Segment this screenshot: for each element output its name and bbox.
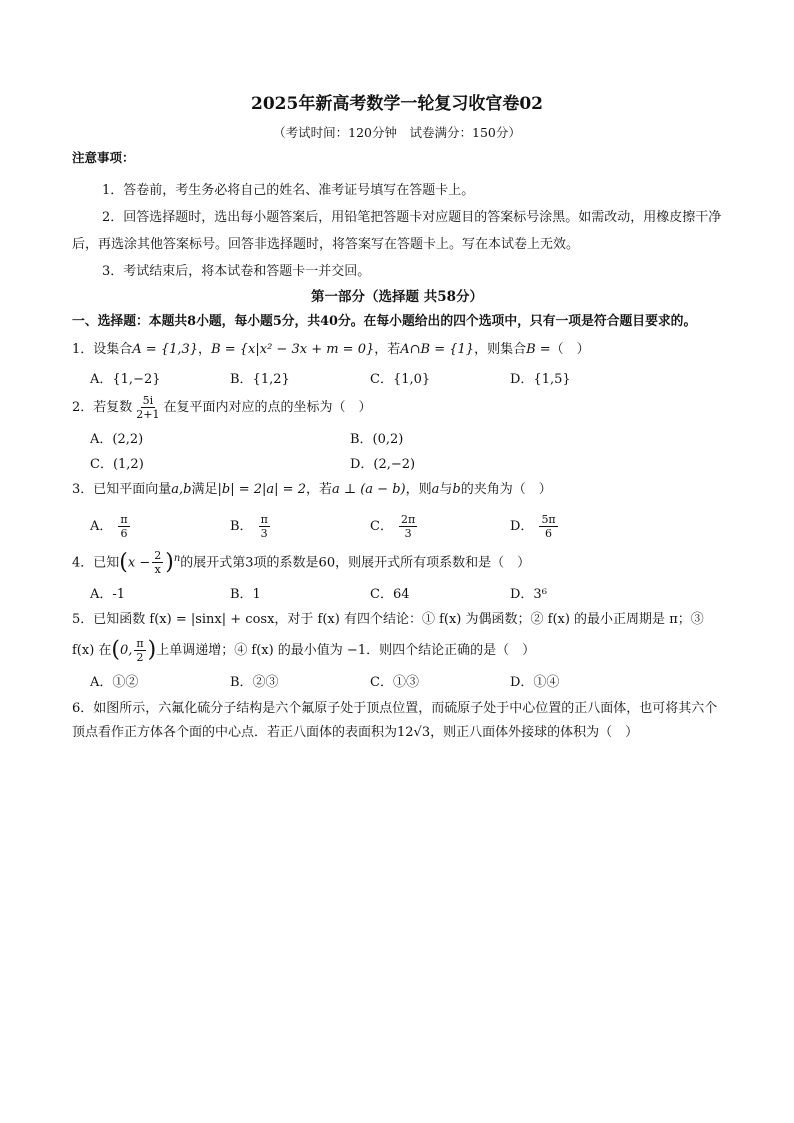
q2-frac-num: 5i <box>142 393 154 407</box>
exam-subtitle: （考试时间：120分钟 试卷满分：150分） <box>273 125 521 140</box>
q1-option-d[interactable]: D．{1,5} <box>510 371 571 387</box>
q3-text-a: 3．已知平面向量 <box>72 481 172 497</box>
q2-option-d[interactable]: D．(2,−2) <box>350 456 416 472</box>
q2-option-b[interactable]: B．(0,2) <box>350 431 404 447</box>
notice-item-1: 1．答卷前，考生务必将自己的姓名、准考证号填写在答题卡上。 <box>102 183 475 198</box>
q3-text-d: ，则 <box>405 481 432 497</box>
q5-line-1: 5．已知函数 f(x) = |sinx| + cosx，对于 f(x) 有四个结论：① f(x) 为偶函数；② f(x) 的最小正周期是 π；③ <box>72 611 704 627</box>
q3-text-e: 与 <box>439 481 453 497</box>
q1-text-d: （ ） <box>550 341 590 357</box>
q3-option-c-fraction <box>399 513 417 540</box>
q3-option-b-den: 3 <box>260 526 268 540</box>
notice-heading: 注意事项： <box>72 149 135 165</box>
question-3 <box>72 479 722 501</box>
q4-frac-den: x <box>154 562 161 576</box>
q1-math-c: A∩B = {1} <box>400 341 475 357</box>
q3-option-a[interactable] <box>72 513 212 540</box>
q3-option-a-den: 6 <box>120 526 128 540</box>
q1-options <box>72 373 722 386</box>
q3-option-d-letter: D． <box>510 518 534 534</box>
q1-text-b: ，若 <box>374 341 401 357</box>
q4-frac-num: 2 <box>154 548 162 562</box>
q5-text-b: 上单调递增；④ f(x) 的最小值为 −1．则四个结论正确的是（ ） <box>156 642 536 658</box>
q4-exponent: n <box>173 552 181 564</box>
q2-option-a[interactable]: A．(2,2) <box>90 431 144 447</box>
q2-option-c[interactable]: C．(1,2) <box>90 456 144 472</box>
q3-option-c-num: 2π <box>400 512 416 526</box>
question-4 <box>72 548 722 576</box>
q3-math-e: b <box>452 481 461 497</box>
q3-option-b[interactable] <box>212 513 352 540</box>
q3-option-d-den: 6 <box>545 526 553 540</box>
part-description: 一、选择题：本题共8小题，每小题5分，共40分。在每小题给出的四个选项中，只有一项是符合题目要求的。 <box>72 313 697 329</box>
q1-text-c: ，则集合 <box>474 341 527 357</box>
q3-option-c-letter: C． <box>370 518 393 534</box>
q3-text-c: ，若 <box>305 481 332 497</box>
q5-option-a[interactable]: A．①② <box>90 674 139 690</box>
q2-fraction <box>134 394 161 421</box>
q2-text-b: 在复平面内对应的点的坐标为（ ） <box>163 399 372 415</box>
q1-option-a[interactable]: A．{1,−2} <box>90 371 161 387</box>
q5-interval-pre: 0, <box>120 642 133 658</box>
q1-math-a: A = {1,3} <box>132 341 199 357</box>
q1-option-b[interactable]: B．{1,2} <box>230 371 290 387</box>
q3-math-c: a ⊥ (a − b) <box>331 481 406 497</box>
notice-item-2: 2．回答选择题时，选出每小题答案后，用铅笔把答题卡对应题目的答案标号涂黑。如需改动，用橡皮擦干净后，再选涂其他答案标号。回答非选择题时，将答案写在答题卡上。写在本试卷上无效。 <box>72 210 722 252</box>
q5-options <box>72 676 722 689</box>
section-title: 第一部分（选择题 共58分） <box>311 289 483 305</box>
q5-fraction <box>134 637 145 664</box>
q1-text-a: 1．设集合 <box>72 341 133 357</box>
q4-text-b: 的展开式第3项的系数是60，则展开式所有项系数和是（ ） <box>180 554 531 570</box>
question-1 <box>72 339 722 361</box>
q5-frac-den: 2 <box>136 650 144 664</box>
q4-text-a: 4．已知 <box>72 554 120 570</box>
q3-math-b: |b| = 2|a| = 2 <box>217 481 306 497</box>
notice-item-3: 3．考试结束后，将本试卷和答题卡一并交回。 <box>102 264 371 279</box>
q4-fraction <box>152 549 163 576</box>
q4-option-d[interactable]: D．3⁶ <box>510 586 547 602</box>
q2-frac-den: 2+1 <box>136 407 160 421</box>
q1-math-d: B = <box>526 341 551 357</box>
exam-page <box>72 96 722 745</box>
q5-paren-open: ( <box>111 637 121 663</box>
q3-option-a-fraction <box>118 513 129 540</box>
q3-math-d: a <box>431 481 440 497</box>
q3-option-d[interactable] <box>492 513 632 540</box>
q3-math-a: a,b <box>171 481 192 497</box>
q3-option-a-letter: A． <box>90 518 113 534</box>
q3-option-c[interactable] <box>352 513 492 540</box>
q5-frac-num: π <box>136 636 144 650</box>
q3-text-b: 满足 <box>191 481 218 497</box>
q2-text-a: 2．若复数 <box>72 399 133 415</box>
q3-option-b-num: π <box>260 512 268 526</box>
q5-text-a: f(x) 在 <box>72 642 112 658</box>
q4-option-a[interactable]: A．-1 <box>90 586 126 602</box>
q4-paren-close: ) <box>165 549 174 575</box>
q5-option-c[interactable]: C．①③ <box>370 674 419 690</box>
q3-option-b-letter: B． <box>230 518 253 534</box>
q1-math-b: B = {x|x² − 3x + m = 0} <box>211 341 375 357</box>
q4-math-pre: x − <box>127 554 151 570</box>
question-5 <box>72 609 722 664</box>
q4-option-c[interactable]: C．64 <box>370 586 410 602</box>
q4-paren-open: ( <box>119 549 128 575</box>
q3-option-d-fraction <box>539 513 557 540</box>
q3-option-b-fraction <box>259 513 270 540</box>
exam-title: 2025年新高考数学一轮复习收官卷02 <box>251 94 543 114</box>
q2-options-row2 <box>72 458 722 471</box>
q5-option-d[interactable]: D．①④ <box>510 674 560 690</box>
q1-sep: ， <box>198 341 212 357</box>
question-2 <box>72 394 722 421</box>
q3-option-c-den: 3 <box>404 526 412 540</box>
q5-paren-close: ) <box>147 637 157 663</box>
q5-line-2 <box>72 637 722 664</box>
question-6: 6．如图所示，六氟化硫分子结构是六个氟原子处于顶点位置，而硫原子处于中心位置的正八面体，也可将其六个顶点看作正方体各个面的中心点．若正八面体的表面积为12√3，则正八面体外接球的体积为（ ） <box>72 700 718 740</box>
q3-options <box>72 513 722 540</box>
q3-text-f: 的夹角为（ ） <box>460 481 552 497</box>
q2-options <box>72 433 722 446</box>
q3-option-d-num: 5π <box>541 512 556 526</box>
q1-option-c[interactable]: C．{1,0} <box>370 371 431 387</box>
q4-option-b[interactable]: B．1 <box>230 586 261 602</box>
q4-options <box>72 588 722 601</box>
q3-option-a-num: π <box>120 512 128 526</box>
q5-option-b[interactable]: B．②③ <box>230 674 279 690</box>
